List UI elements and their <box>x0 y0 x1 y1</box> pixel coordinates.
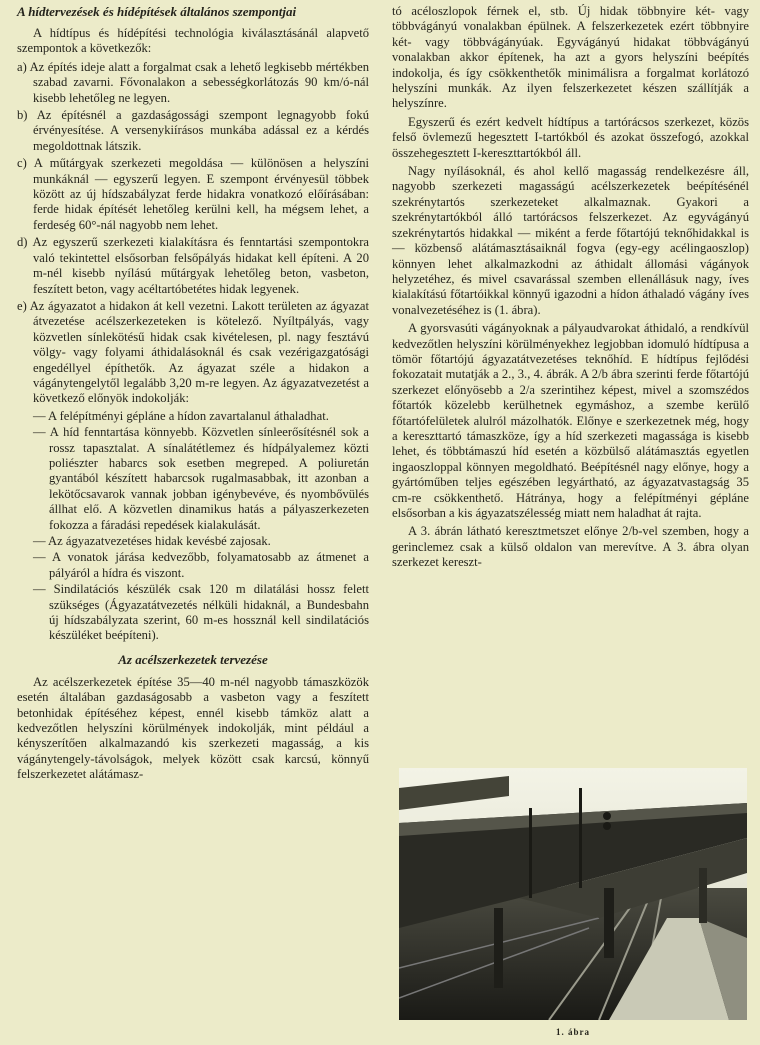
section-heading: A hídtervezések és hídépítések általános szempontjai <box>17 4 297 19</box>
bridge-photo-image <box>399 768 747 1020</box>
dash-item: — Az ágyazatvezetéses hidak kevésbé zajosak. <box>33 534 271 548</box>
list-item-d: d) Az egyszerű szerkezeti kialakításra és fenntartási szempontokra való tekintettel elsősorban felsőpályás hidakat kell építeni. A 20 m-nél kisebb nyílású műtárgyak lehetőleg beton, vasbeton, feszített beton, vagy acéltartóbetétes hidak legyenek. <box>17 235 369 296</box>
left-column <box>17 4 369 786</box>
paragraph: A gyorsvasúti vágányoknak a pályaudvarokat áthidaló, a rendkívül kedvezőtlen helyszíni körülményekhez legjobban idomuló hídtípusa a tömör főtartójú ágyazatátvezetéses teknőhíd. E hídtípus fejlődési fokozatait mutatják a 2., 3., 4. ábrák. A 2/b ábra szerinti ferde főtartójú szerkezet előnyösebb a 2/a szerintihez képest, mivel a szomszédos főtartók közelebb kerülhetnek egymáshoz, a szembe kerülő főtartófelületek alulról mázolhatók. Előnye e szerkezetnek még, hogy a kereszttartó támaszköze, így a híd szerkezeti magassága is kisebb lehet, és többtámaszú híd esetén a közbülső alátámasztás egyetlen ingaoszloppal könnyen megoldható. Beépítésnél nagy előnye, hogy a gyártóműben teljes egészében legyártható, az ágyazatvastagság 35 cm-re csökkenthető. Hátránya, hogy a felépítményi gépláne elsősorban a kis ágyazatszélesség miatt nem haladhat át rajta. <box>392 321 749 520</box>
paragraph: A 3. ábrán látható keresztmetszet előnye 2/b-vel szemben, hogy a gerinclemez csak a külső oldalon van merevítve. A 3. ábra olyan szerkezet kereszt- <box>392 524 749 570</box>
paragraph: tó acéloszlopok férnek el, stb. Új hidak többnyire két- vagy többvágányú vonalakban épülnek. A felszerkezetek ezért többnyire két- vagy többvágányúak. Egyvágányú hidakat többvágányú vonalakban akkor építenek, ha azt a gyors helyszíni beépítés indokolja, és így csökkenthetők minimálisra a forgalmat korlátozó helyszíni munkák. Az ilyen felszerkezetet készen szállítják a helyszínre. <box>392 4 749 111</box>
list-item-e: e) Az ágyazatot a hidakon át kell vezetni. Lakott területen az ágyazat átvezetése acélszerkezeteken is kötelező. Nyíltpályás, vagy közvetlen sínlekötésű hidak csak kivételesen, pl. nagy fesztávú völgy- vagy folyami áthidalásoknál és csak vezérigazgatósági engedéllyel építhetők. Az ágyazat széle a hidakon a vágánytengelytől legalább 3,20 m-re legyen. Az ágyazatvezetést a következő előnyök indokolják: <box>17 298 369 406</box>
figure-caption: 1. ábra <box>556 1027 590 1037</box>
list-item-a: a) Az építés ideje alatt a forgalmat csak a lehető legkisebb mértékben szabad zavarni. Fővonalakon a sebességkorlátozás 90 km/ó-nál kisebb lehetőleg ne legyen. <box>17 59 369 105</box>
list-item-c: c) A műtárgyak szerkezeti megoldása — különösen a helyszíni munkáknál — egyszerű legyen. E szempont érvényesül többek között az új hídszabályzat ferde hidakra vonatkozó előírásában: ferde hidak építését lehetőleg kerülni kell, ha mégsem lehet, a ferdeség 60°-nál nagyobb nem lehet. <box>17 156 369 232</box>
dash-item: — A híd fenntartása könnyebb. Közvetlen sínleerősítésnél sok a rossz tapasztalat. A sínalátétlemez és hídpályalemez közti poliészter habarcs sok esetben megreped. A poliuretán gyantából készített habarcsok rugalmasabbak, itt azonban a lekötőcsavarok vannak jobban igénybevéve, és nyombővülés állhat elő. A közvetlen dinamikus hatás a pályaszerkezeten fokozza a fáradási repedések kialakulását. <box>33 425 369 532</box>
list-item-b: b) Az építésnél a gazdaságossági szempont legnagyobb fokú érvényesítése. A versenykiírásos munkába adással ez a kérdés megoldottnak látszik. <box>17 108 369 153</box>
paragraph: Nagy nyílásoknál, és ahol kellő magasság rendelkezésre áll, nagyobb szerkezeti magasságú acélszerkezetek beépítésénél szekrénytartós szerkezeteket alkalmaznak. Gyakori a szekrénytartókból álló tartórácsos felszerkezet. Az egyvágányú szekrénytartós hidakkal — miként a ferde főtartójú teknőhidakkal is — közbenső alátámasztásaiknál fogva (egy-egy acélingaoszlop) könnyen lehet alkalmazkodni az áthidalt állomási vágányok helyzetéhez, és mivel csavarással szemben ellenállásuk nagy, íves kialakítású főtartóikkal könnyű igazodni a hídon áthaladó vágány íves vonalvezetéséhez is (1. ábra). <box>392 164 749 317</box>
dash-item: — Sindilatációs készülék csak 120 m dilatálási hossz felett szükséges (Ágyazatátvezetés nélküli hidaknál, a Bundesbahn új hídszabályzata szerint, 60 m-es hossznál kell sindilatációs készüléket beépíteni). <box>33 582 369 643</box>
dash-item: — A felépítményi gépláne a hídon zavartalanul áthaladhat. <box>33 408 329 423</box>
steel-paragraph: Az acélszerkezetek építése 35—40 m-nél nagyobb támaszközök esetén általában gazdaságosabb a vasbeton vagy a feszített betonhidak építéséhez képest, ennél kisebb támköz alatt a kedvezőtlen helyszíni körülmények indokolják, mint például a kényszerítően alkalmazandó kis szerkezeti magasság, a kis vágánytengely-távolságok, melyek között csak karcsú, könnyű felszerkezetet alátámasz- <box>17 674 369 782</box>
figure-1-photo <box>399 768 747 1020</box>
paragraph: Egyszerű és ezért kedvelt hídtípus a tartórácsos szerkezet, közös felső övlemezű hegesztett I-tartókból és azokat összefogó, azokkal összehegesztett I-kereszttartókból áll. <box>392 114 749 160</box>
dash-item: — A vonatok járása kedvezőbb, folyamatosabb az átmenet a pályáról a hídra és viszont. <box>33 550 369 580</box>
section-heading-steel: Az acélszerkezetek tervezése <box>118 651 268 667</box>
right-column <box>392 4 749 574</box>
intro-paragraph: A hídtípus és hídépítési technológia kiválasztásánál alapvető szempontok a következők: <box>17 26 369 56</box>
